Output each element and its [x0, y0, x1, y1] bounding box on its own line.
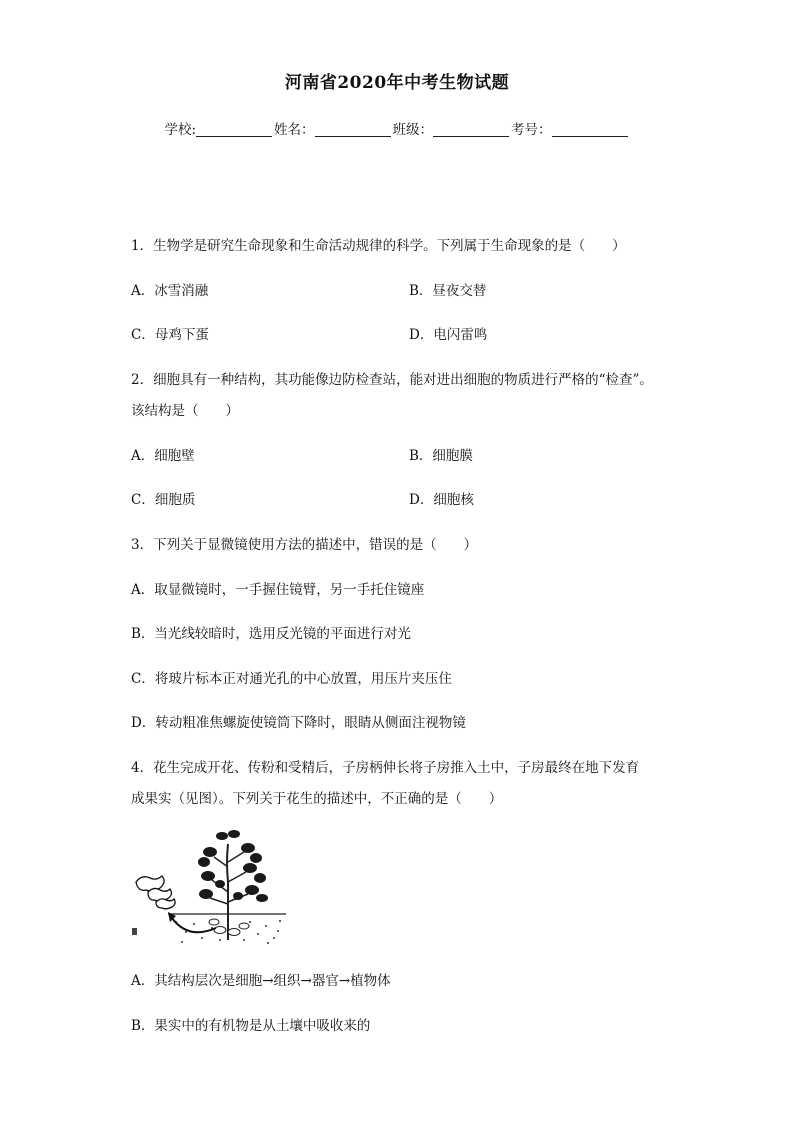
- page-title: 河南省2020年中考生物试题: [284, 73, 510, 93]
- class-blank[interactable]: [433, 122, 509, 137]
- question-2-stem-line-1: 2．细胞具有一种结构，其功能像边防检查站，能对进出细胞的物质进行严格的“检查”。: [131, 372, 653, 388]
- question-3-option-c: C．将玻片标本正对通光孔的中心放置，用压片夹压住: [131, 671, 452, 687]
- school-blank[interactable]: [196, 122, 272, 137]
- name-label: 姓名：: [274, 122, 315, 138]
- peanut-plant-figure: [128, 822, 288, 947]
- question-1-option-a: A．冰雪消融: [131, 283, 209, 299]
- question-3-option-b: B．当光线较暗时，选用反光镜的平面进行对光: [131, 626, 411, 642]
- question-1-option-c: C．母鸡下蛋: [131, 327, 209, 343]
- question-2-stem-line-2: 该结构是（ ）: [131, 403, 239, 419]
- question-4-option-b: B．果实中的有机物是从土壤中吸收来的: [131, 1018, 371, 1034]
- name-blank[interactable]: [315, 122, 391, 137]
- question-1-option-d: D．电闪雷鸣: [409, 327, 488, 343]
- class-label: 班级：: [392, 122, 434, 138]
- question-4-stem-line-2: 成果实（见图）。下列关于花生的描述中，不正确的是（ ）: [131, 791, 503, 807]
- question-3-stem: 3．下列关于显微镜使用方法的描述中，错误的是（ ）: [131, 537, 478, 553]
- school-label: 学校:: [164, 122, 197, 138]
- question-1-option-b: B．昼夜交替: [409, 283, 487, 299]
- number-label: 考号：: [511, 122, 552, 138]
- question-3-option-d: D．转动粗准焦螺旋使镜筒下降时，眼睛从侧面注视物镜: [131, 715, 466, 731]
- question-3-option-a: A．取显微镜时，一手握住镜臂，另一手托住镜座: [131, 582, 425, 598]
- question-1-stem: 1．生物学是研究生命现象和生命活动规律的科学。下列属于生命现象的是（ ）: [131, 238, 626, 254]
- question-2-option-d: D．细胞核: [409, 492, 474, 508]
- question-2-option-b: B．细胞膜: [409, 448, 473, 464]
- question-2-option-a: A．细胞壁: [131, 448, 195, 464]
- question-2-option-c: C．细胞质: [131, 492, 196, 508]
- student-info-row: [0, 118, 794, 138]
- question-4-stem-line-1: 4．花生完成开花、传粉和受精后，子房柄伸长将子房推入土中，子房最终在地下发育: [131, 760, 640, 776]
- question-4-option-a: A．其结构层次是细胞→组织→器官→植物体: [131, 973, 391, 989]
- number-blank[interactable]: [552, 122, 628, 137]
